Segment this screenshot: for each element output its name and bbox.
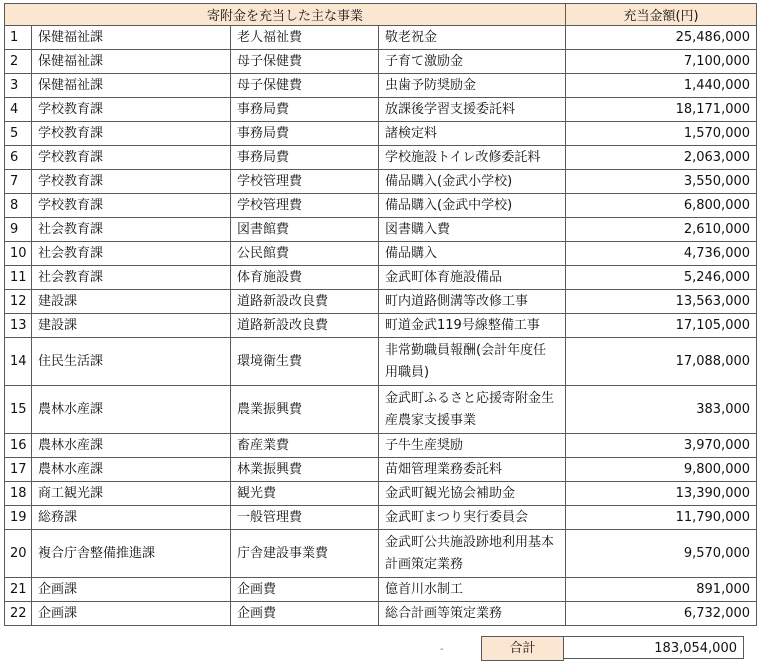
- row-number: 15: [5, 386, 32, 434]
- table-row: [5, 338, 757, 386]
- row-budget-item: 母子保健費: [231, 50, 379, 74]
- project-header: 寄附金を充当した主な事業: [5, 4, 566, 26]
- row-number: 4: [5, 98, 32, 122]
- row-amount: 13,390,000: [566, 482, 757, 506]
- row-number: 14: [5, 338, 32, 386]
- row-amount: 2,063,000: [566, 146, 757, 170]
- table-body: [5, 26, 757, 626]
- donation-table-container: [4, 3, 756, 626]
- row-department: 農林水産課: [32, 386, 231, 434]
- row-number: 13: [5, 314, 32, 338]
- row-department: 農林水産課: [32, 458, 231, 482]
- row-budget-item: 事務局費: [231, 122, 379, 146]
- row-budget-item: 事務局費: [231, 98, 379, 122]
- table-row: [5, 146, 757, 170]
- donation-allocation-table: [4, 3, 757, 626]
- row-budget-item: 環境衛生費: [231, 338, 379, 386]
- total-row: [481, 636, 744, 661]
- row-project: 非常勤職員報酬(会計年度任用職員): [379, 338, 566, 386]
- table-row: [5, 50, 757, 74]
- row-amount: 9,800,000: [566, 458, 757, 482]
- row-number: 20: [5, 530, 32, 578]
- row-number: 2: [5, 50, 32, 74]
- row-department: 建設課: [32, 290, 231, 314]
- row-number: 21: [5, 578, 32, 602]
- row-amount: 6,800,000: [566, 194, 757, 218]
- row-department: 社会教育課: [32, 266, 231, 290]
- row-department: 保健福祉課: [32, 74, 231, 98]
- row-budget-item: 事務局費: [231, 146, 379, 170]
- table-row: [5, 194, 757, 218]
- row-project: 金武町公共施設跡地利用基本計画策定業務: [379, 530, 566, 578]
- table-row: [5, 170, 757, 194]
- row-department: 住民生活課: [32, 338, 231, 386]
- table-row: [5, 122, 757, 146]
- row-department: 学校教育課: [32, 122, 231, 146]
- row-amount: 25,486,000: [566, 26, 757, 50]
- row-number: 5: [5, 122, 32, 146]
- row-project: 図書購入費: [379, 218, 566, 242]
- row-number: 11: [5, 266, 32, 290]
- row-project: 金武町ふるさと応援寄附金生産農家支援事業: [379, 386, 566, 434]
- row-project: 町道金武119号線整備工事: [379, 314, 566, 338]
- row-amount: 18,171,000: [566, 98, 757, 122]
- row-budget-item: 農業振興費: [231, 386, 379, 434]
- row-project: 金武町まつり実行委員会: [379, 506, 566, 530]
- table-row: [5, 218, 757, 242]
- table-row: [5, 266, 757, 290]
- row-department: 保健福祉課: [32, 26, 231, 50]
- row-amount: 17,105,000: [566, 314, 757, 338]
- row-number: 10: [5, 242, 32, 266]
- row-department: 企画課: [32, 602, 231, 626]
- table-row: [5, 74, 757, 98]
- row-department: 複合庁舎整備推進課: [32, 530, 231, 578]
- table-row: [5, 434, 757, 458]
- row-number: 16: [5, 434, 32, 458]
- row-project: 総合計画等策定業務: [379, 602, 566, 626]
- table-header-row: [5, 4, 757, 26]
- row-budget-item: 図書館費: [231, 218, 379, 242]
- row-amount: 7,100,000: [566, 50, 757, 74]
- row-amount: 4,736,000: [566, 242, 757, 266]
- row-budget-item: 体育施設費: [231, 266, 379, 290]
- row-budget-item: 観光費: [231, 482, 379, 506]
- row-number: 18: [5, 482, 32, 506]
- table-row: [5, 314, 757, 338]
- row-project: 金武町観光協会補助金: [379, 482, 566, 506]
- row-budget-item: 畜産業費: [231, 434, 379, 458]
- row-number: 17: [5, 458, 32, 482]
- row-department: 農林水産課: [32, 434, 231, 458]
- table-row: [5, 290, 757, 314]
- row-project: 虫歯予防奨励金: [379, 74, 566, 98]
- row-number: 1: [5, 26, 32, 50]
- table-row: [5, 98, 757, 122]
- row-department: 総務課: [32, 506, 231, 530]
- row-amount: 3,970,000: [566, 434, 757, 458]
- row-number: 8: [5, 194, 32, 218]
- row-project: 備品購入(金武中学校): [379, 194, 566, 218]
- row-department: 学校教育課: [32, 146, 231, 170]
- row-department: 学校教育課: [32, 170, 231, 194]
- row-budget-item: 企画費: [231, 602, 379, 626]
- row-department: 社会教育課: [32, 242, 231, 266]
- row-number: 9: [5, 218, 32, 242]
- row-budget-item: 庁舎建設事業費: [231, 530, 379, 578]
- page-mark: -: [440, 644, 444, 655]
- row-project: 諸検定料: [379, 122, 566, 146]
- row-project: 子育て激励金: [379, 50, 566, 74]
- table-row: [5, 26, 757, 50]
- table-row: [5, 602, 757, 626]
- row-budget-item: 公民館費: [231, 242, 379, 266]
- row-amount: 13,563,000: [566, 290, 757, 314]
- table-row: [5, 458, 757, 482]
- total-value: 183,054,000: [564, 636, 744, 659]
- row-project: 備品購入: [379, 242, 566, 266]
- row-amount: 6,732,000: [566, 602, 757, 626]
- row-number: 12: [5, 290, 32, 314]
- row-number: 6: [5, 146, 32, 170]
- row-budget-item: 一般管理費: [231, 506, 379, 530]
- row-budget-item: 林業振興費: [231, 458, 379, 482]
- row-number: 3: [5, 74, 32, 98]
- row-number: 7: [5, 170, 32, 194]
- total-label: 合計: [481, 636, 564, 661]
- table-row: [5, 482, 757, 506]
- row-budget-item: 学校管理費: [231, 170, 379, 194]
- row-budget-item: 企画費: [231, 578, 379, 602]
- row-department: 学校教育課: [32, 98, 231, 122]
- row-amount: 5,246,000: [566, 266, 757, 290]
- row-amount: 383,000: [566, 386, 757, 434]
- row-project: 学校施設トイレ改修委託料: [379, 146, 566, 170]
- row-amount: 3,550,000: [566, 170, 757, 194]
- table-row: [5, 530, 757, 578]
- table-row: [5, 242, 757, 266]
- row-project: 億首川水制工: [379, 578, 566, 602]
- row-project: 放課後学習支援委託料: [379, 98, 566, 122]
- row-amount: 1,570,000: [566, 122, 757, 146]
- row-department: 社会教育課: [32, 218, 231, 242]
- row-department: 保健福祉課: [32, 50, 231, 74]
- row-project: 金武町体育施設備品: [379, 266, 566, 290]
- row-amount: 11,790,000: [566, 506, 757, 530]
- row-number: 22: [5, 602, 32, 626]
- row-project: 子牛生産奨励: [379, 434, 566, 458]
- amount-header: 充当金額(円): [566, 4, 757, 26]
- row-amount: 2,610,000: [566, 218, 757, 242]
- table-row: [5, 506, 757, 530]
- row-amount: 17,088,000: [566, 338, 757, 386]
- row-project: 苗畑管理業務委託料: [379, 458, 566, 482]
- row-department: 商工観光課: [32, 482, 231, 506]
- table-row: [5, 386, 757, 434]
- row-budget-item: 老人福祉費: [231, 26, 379, 50]
- row-department: 学校教育課: [32, 194, 231, 218]
- row-amount: 1,440,000: [566, 74, 757, 98]
- table-row: [5, 578, 757, 602]
- row-budget-item: 学校管理費: [231, 194, 379, 218]
- row-amount: 891,000: [566, 578, 757, 602]
- row-budget-item: 道路新設改良費: [231, 314, 379, 338]
- row-number: 19: [5, 506, 32, 530]
- row-budget-item: 母子保健費: [231, 74, 379, 98]
- row-department: 建設課: [32, 314, 231, 338]
- row-project: 町内道路側溝等改修工事: [379, 290, 566, 314]
- row-budget-item: 道路新設改良費: [231, 290, 379, 314]
- row-amount: 9,570,000: [566, 530, 757, 578]
- row-project: 敬老祝金: [379, 26, 566, 50]
- row-department: 企画課: [32, 578, 231, 602]
- row-project: 備品購入(金武小学校): [379, 170, 566, 194]
